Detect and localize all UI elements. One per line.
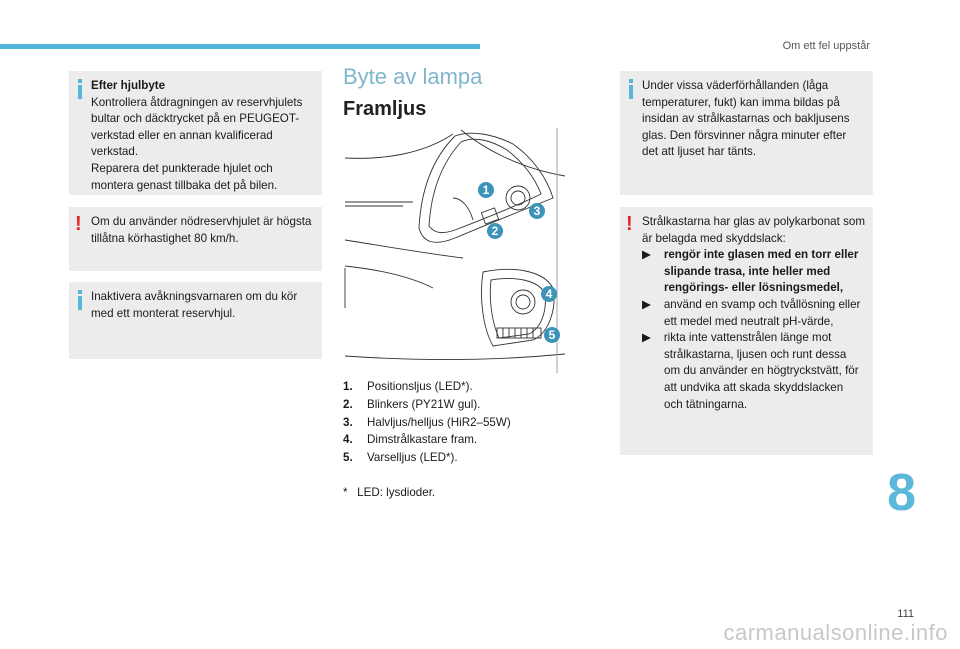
legend-list <box>343 378 511 467</box>
info-box-after-wheel-change <box>69 71 322 195</box>
callout-label-2: 2 <box>491 224 499 238</box>
box-text: Inaktivera avåkningsvarnaren om du kör med ett monterat reservhjul. <box>91 290 298 320</box>
list-item: ▶ rengör inte glasen med en torr eller slipande trasa, inte heller med rengörings- eller lösningsmedel, <box>642 248 859 295</box>
callout-label-3: 3 <box>533 204 541 218</box>
legend-item: 3. Halvljus/helljus (HiR2–55W) <box>343 415 511 429</box>
top-accent-bar <box>0 44 480 49</box>
page-subtitle: Framljus <box>343 98 427 120</box>
page-title: Byte av lampa <box>343 64 483 89</box>
info-icon <box>75 290 85 310</box>
list-item: ▶ använd en svamp och tvållösning eller ett medel med neutralt pH-värde, <box>642 297 861 328</box>
info-box-lane-warning <box>69 282 322 359</box>
section-title: Om ett fel uppstår <box>782 40 870 52</box>
warning-box-polycarbonate <box>620 207 873 455</box>
chapter-number: 8 <box>887 464 916 522</box>
box-text: Reparera det punkterade hjulet och montera genast tillbaka det på bilen. <box>91 161 278 192</box>
warning-icon: ! <box>626 213 633 235</box>
headlight-illustration <box>343 128 567 373</box>
box-text: Strålkastarna har glas av polykarbonat som är belagda med skyddslack: <box>642 215 865 245</box>
list-item: ▶ rikta inte vattenstrålen länge mot strålkastarna, ljusen och runt dessa om du använder en högtryckstvätt, för att undvika att skada skyddslacken och tätningarna. <box>642 331 859 411</box>
box-text: Kontrollera åtdragningen av reservhjulets bultar och däcktrycket på en PEUGEOT-verkstad eller en annan kvalificerad verkstad. <box>91 95 303 159</box>
box-title: Efter hjulbyte <box>91 79 166 92</box>
box-text: Om du använder nödreservhjulet är högsta tillåtna körhastighet 80 km/h. <box>91 215 312 245</box>
page-number: 111 <box>897 608 914 620</box>
warning-icon: ! <box>75 213 82 235</box>
callout-label-5: 5 <box>548 328 556 342</box>
legend-item: 1. Positionsljus (LED*). <box>343 380 473 393</box>
callout-label-1: 1 <box>482 183 490 197</box>
callout-label-4: 4 <box>545 287 553 301</box>
box-text: Under vissa väderförhållanden (låga temperaturer, fukt) kan imma bildas på insidan av strålkastarnas och bakljusens glas. Den försvinner några minuter efter det att ljuset har tänts. <box>642 79 850 159</box>
info-icon <box>75 79 85 99</box>
info-box-condensation <box>620 71 873 195</box>
footnote: * LED: lysdioder. <box>343 486 436 499</box>
legend-item: 2. Blinkers (PY21W gul). <box>343 397 481 411</box>
legend-item: 4. Dimstrålkastare fram. <box>343 433 478 447</box>
info-icon <box>626 79 636 99</box>
warning-box-spare-speed <box>69 207 322 271</box>
watermark: carmanualsonline.info <box>723 620 948 645</box>
legend-item: 5. Varselljus (LED*). <box>343 451 458 465</box>
